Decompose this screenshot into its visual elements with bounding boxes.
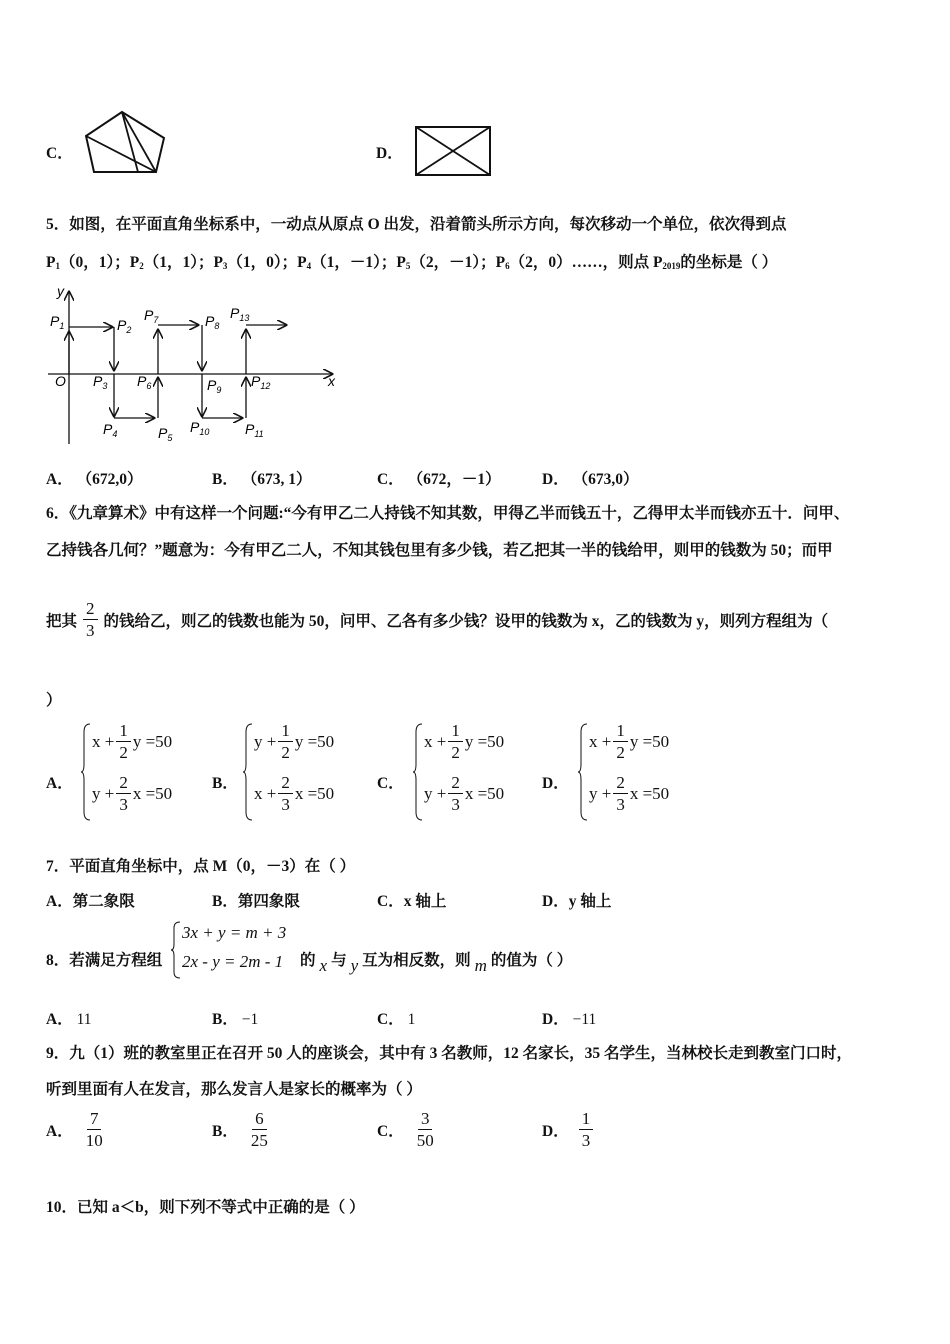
q9-option-d[interactable]: D． $\frac{1}{3}$ <box>542 1110 593 1149</box>
q8-stem-prefix: 8．若满足方程组 <box>46 952 163 969</box>
q7-option-b[interactable]: B．第四象限 <box>212 893 300 910</box>
q6-option-a-label[interactable]: A． <box>46 775 73 792</box>
q5-option-c[interactable]: C． （672，－1） <box>377 471 501 488</box>
point-label-p13: $P_{13}$ <box>230 305 250 323</box>
q9-stem-line2: 听到里面有人在发言，那么发言人是家长的概率为（ ） <box>46 1081 422 1098</box>
point-label-p9: $P_9$ <box>207 377 222 395</box>
q8-stem-suffix: 的 x 与 y 互为相反数，则 m 的值为（ ） <box>300 952 573 975</box>
point-label-p5: $P_5$ <box>158 425 173 443</box>
rectangle-diagonals-figure <box>414 125 492 177</box>
q7-option-a[interactable]: A．第二象限 <box>46 893 135 910</box>
q6-d-eq1: x + $\frac{1}{2}$ y =50 <box>589 721 670 762</box>
point-label-p12: $P_{12}$ <box>251 373 271 391</box>
q5-option-b[interactable]: B． （673, 1） <box>212 471 312 488</box>
point-label-p10: $P_{10}$ <box>190 419 210 437</box>
q5-stem-line2: $P_1(0$，1）；$P_2(1$，1）；$P_3(1$，0）；$P_4(1$，－1）；$P_5(2$，－1）；$P_6(2$，0）……，则点 $P_{2019}$的坐标是（ ） <box>46 254 778 271</box>
q6-stem-line1: 6．《九章算术》中有这样一个问题:“今有甲乙二人持钱不知其数，甲得乙半而钱五十，乙得甲太半而钱亦五十．问甲、 <box>46 505 850 522</box>
point-label-p2: $P_2$ <box>117 317 132 335</box>
fraction-two-thirds: $\frac{2}{3}$ <box>83 600 98 639</box>
q8-option-b[interactable]: B． −1 <box>212 1011 259 1028</box>
pentagon-figure <box>84 110 168 176</box>
q8-eq2: 2x - y = 2m - 1 <box>182 952 284 971</box>
q5-stem-line1: 5．如图，在平面直角坐标系中，一动点从原点 O 出发，沿着箭头所示方向，每次移动一个单位，依次得到点 <box>46 216 787 233</box>
q6-option-d-label[interactable]: D． <box>542 775 569 792</box>
q6-b-eq2: x + $\frac{2}{3}$ x =50 <box>254 773 335 814</box>
q8-eq1: 3x + y = m + 3 <box>182 923 287 942</box>
q6-stem-line4: ） <box>46 692 62 709</box>
q9-option-a[interactable]: A． $\frac{7}{10}$ <box>46 1109 103 1150</box>
q6-option-c-label[interactable]: C． <box>377 775 404 792</box>
brace-icon <box>412 722 424 822</box>
coordinate-path-figure <box>40 282 340 448</box>
x-axis-label: x <box>328 373 335 389</box>
q6-stem-line3: 把其 $\frac{2}{3}$ 的钱给乙，则乙的钱数也能为 50，问甲、乙各有多少钱？设甲的钱数为 x，乙的钱数为 y，则列方程组为（ <box>46 599 829 640</box>
q6-option-b-label[interactable]: B． <box>212 775 238 792</box>
q6-a-eq1: x + $\frac{1}{2}$ y =50 <box>92 721 173 762</box>
q7-option-d[interactable]: D．y 轴上 <box>542 893 612 910</box>
point-label-p6: $P_6$ <box>137 373 152 391</box>
q9-stem-line1: 9．九（1）班的教室里正在召开 50 人的座谈会，其中有 3 名教师，12 名家长，35 名学生，当林校长走到教室门口时， <box>46 1045 853 1062</box>
q6-b-eq1: y + $\frac{1}{2}$ y =50 <box>254 721 335 762</box>
y-axis-label: y <box>57 283 64 299</box>
q6-stem-line2: 乙持钱各几何？”题意为：今有甲乙二人，不知其钱包里有多少钱，若乙把其一半的钱给甲，则甲的钱数为 50；而甲 <box>46 542 833 559</box>
q7-stem: 7．平面直角坐标中，点 M（0，－3）在（ ） <box>46 858 356 875</box>
q6-c-eq1: x + $\frac{1}{2}$ y =50 <box>424 721 505 762</box>
point-label-p8: $P_8$ <box>205 313 220 331</box>
point-label-p7: $P_7$ <box>144 307 159 325</box>
q8-option-a[interactable]: A． 11 <box>46 1011 92 1028</box>
q9-option-b[interactable]: B． $\frac{6}{25}$ <box>212 1109 268 1150</box>
point-label-p4: $P_4$ <box>103 421 118 439</box>
point-label-p3: $P_3$ <box>93 373 108 391</box>
brace-icon <box>170 920 182 980</box>
q9-option-c[interactable]: C． $\frac{3}{50}$ <box>377 1109 434 1150</box>
q6-c-eq2: y + $\frac{2}{3}$ x =50 <box>424 773 505 814</box>
q10-stem: 10．已知 a＜b，则下列不等式中正确的是（ ） <box>46 1199 365 1216</box>
q6-a-eq2: y + $\frac{2}{3}$ x =50 <box>92 773 173 814</box>
q7-option-c[interactable]: C．x 轴上 <box>377 893 447 910</box>
brace-icon <box>242 722 254 822</box>
q8-option-d[interactable]: D． −11 <box>542 1011 597 1028</box>
q6-d-eq2: y + $\frac{2}{3}$ x =50 <box>589 773 670 814</box>
q5-option-d[interactable]: D． （673,0） <box>542 471 639 488</box>
q4-option-d-label: D． <box>376 145 403 162</box>
point-label-p1: $P_1$ <box>50 313 65 331</box>
q5-option-a[interactable]: A． （672,0） <box>46 471 143 488</box>
point-label-p11: $P_{11}$ <box>245 421 264 439</box>
brace-icon <box>80 722 92 822</box>
brace-icon <box>577 722 589 822</box>
q4-option-c-label: C． <box>46 145 73 162</box>
origin-label: O <box>55 373 66 389</box>
q8-option-c[interactable]: C． 1 <box>377 1011 416 1028</box>
